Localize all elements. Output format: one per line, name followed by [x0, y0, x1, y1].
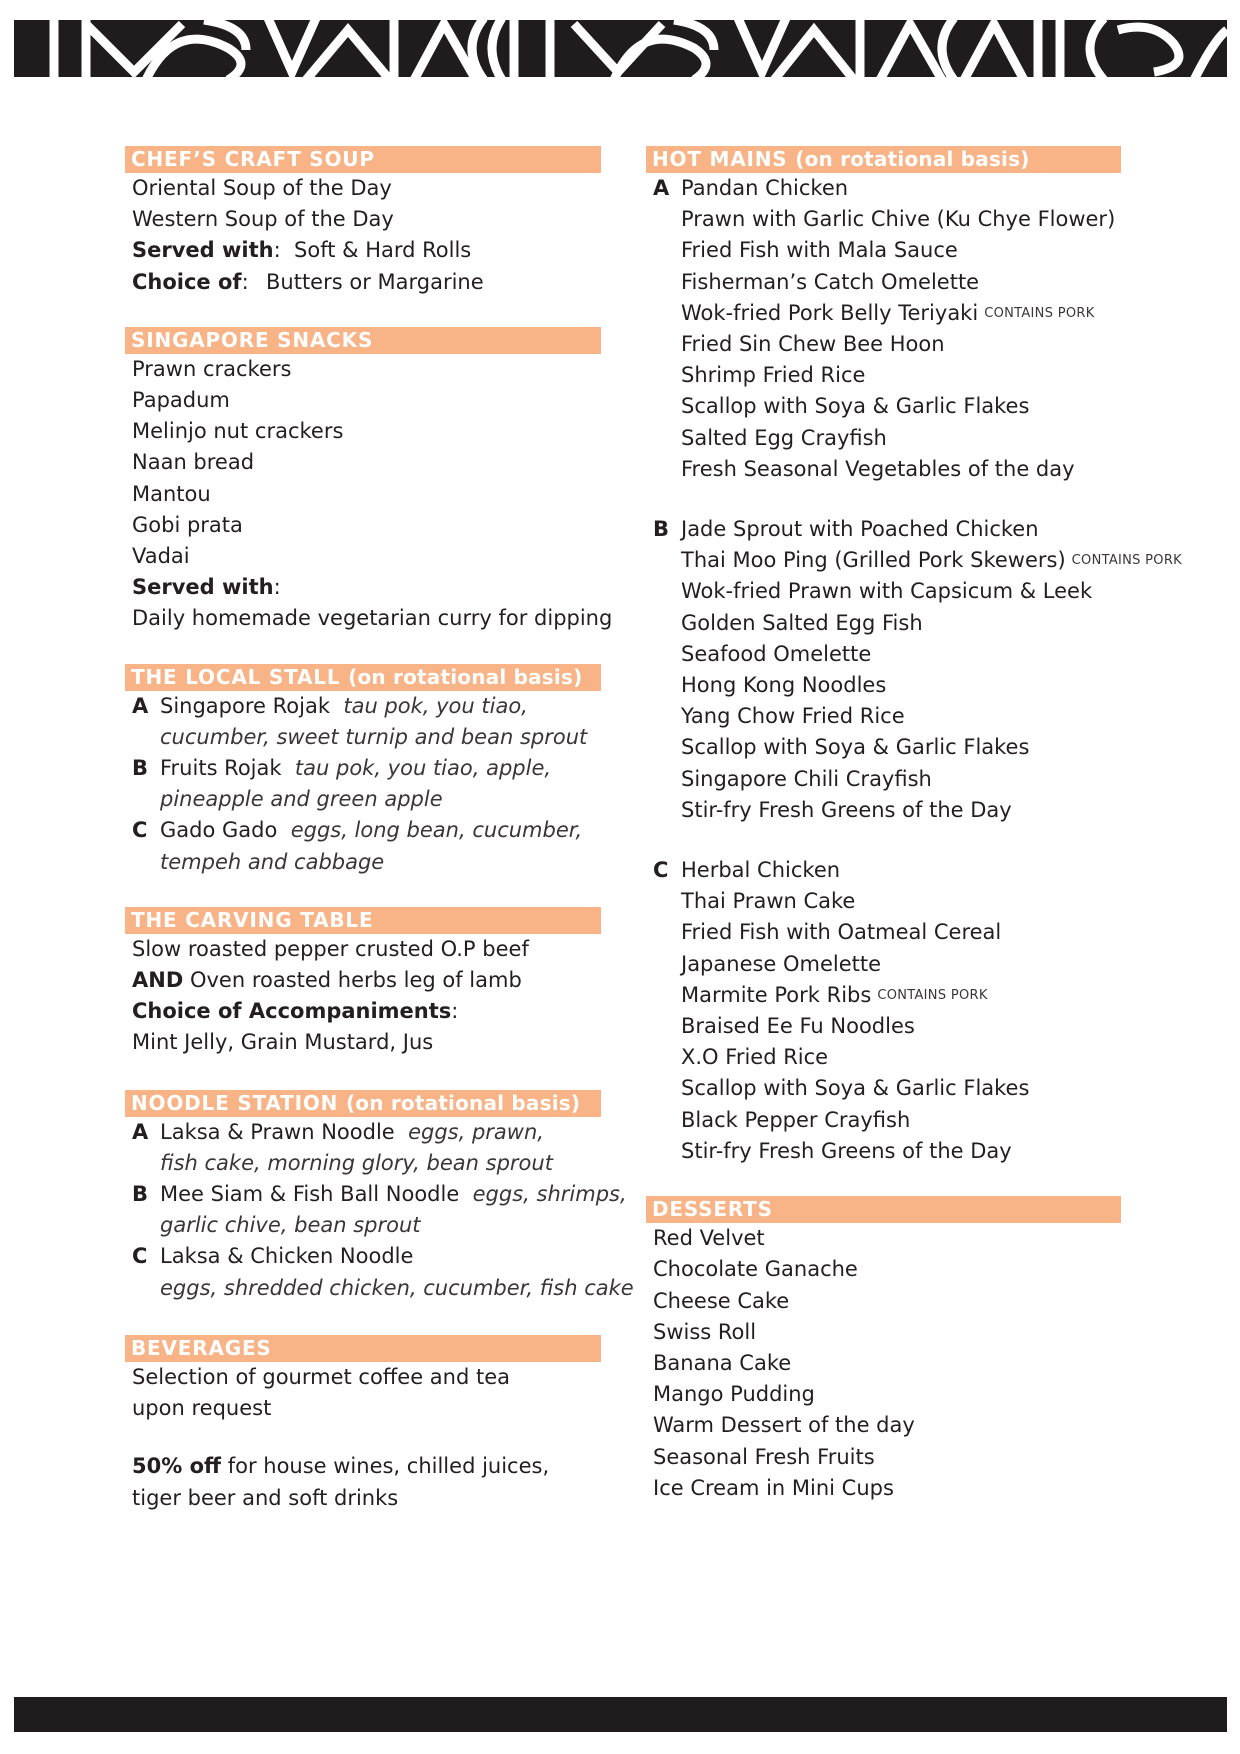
heading-subtitle: (on rotational basis): [348, 664, 583, 689]
menu-item: Golden Salted Egg Fish: [681, 610, 923, 635]
menu-item: Scallop with Soya & Garlic Flakes: [681, 735, 1030, 760]
menu-item: Shrimp Fried Rice: [681, 363, 866, 388]
desserts-heading: DESSERTS: [646, 1196, 1121, 1223]
left-column: [125, 146, 634, 1514]
item-description: tempeh and cabbage: [160, 849, 385, 874]
item-name: Gado Gado: [160, 818, 278, 843]
decorative-banner: [14, 20, 1227, 77]
offer-line: [126, 1451, 601, 1482]
served-with-value: Soft & Hard Rolls: [294, 238, 472, 263]
menu-item: Stir-fry Fresh Greens of the Day: [681, 1138, 1012, 1163]
menu-item: Banana Cake: [653, 1350, 792, 1375]
menu-item: Red Velvet: [653, 1226, 765, 1251]
menu-item: Vadai: [132, 544, 190, 569]
choice-of-value: Butters or Margarine: [266, 269, 484, 294]
soup-heading: CHEF’S CRAFT SOUP: [125, 146, 601, 173]
choice-of-label: Choice of: [132, 269, 242, 294]
menu-item: Mantou: [132, 481, 211, 506]
local-stall-section: [125, 664, 601, 878]
item-name: Fruits Rojak: [160, 756, 282, 781]
menu-item: [126, 815, 601, 846]
item-description: garlic chive, bean sprout: [160, 1213, 421, 1238]
option-letter: A: [132, 1119, 149, 1144]
menu-item: Fisherman’s Catch Omelette: [681, 269, 980, 294]
noodle-heading: [125, 1090, 601, 1117]
option-letter: C: [653, 858, 669, 883]
menu-item: Prawn with Garlic Chive (Ku Chye Flower): [681, 207, 1116, 232]
menu-item: Fried Sin Chew Bee Hoon: [681, 332, 945, 357]
menu-item: [647, 855, 1121, 886]
menu-item: Wok-fried Prawn with Capsicum & Leek: [681, 579, 1093, 604]
item-description: eggs, prawn,: [408, 1119, 544, 1144]
menu-item: Naan bread: [132, 450, 255, 475]
option-letter: B: [132, 756, 149, 781]
beverages-section: [125, 1335, 601, 1514]
served-with-value: Daily homemade vegetarian curry for dipping: [132, 606, 613, 631]
menu-item: Braised Ee Fu Noodles: [681, 1014, 915, 1039]
offer-line: tiger beer and soft drinks: [132, 1485, 399, 1510]
local-stall-heading: [125, 664, 601, 691]
menu-item: Swiss Roll: [653, 1319, 757, 1344]
menu-item: Black Pepper Crayfish: [681, 1107, 911, 1132]
menu-item: Oriental Soup of the Day: [132, 176, 392, 200]
menu-item: Mango Pudding: [653, 1382, 815, 1407]
menu-item: [647, 298, 1121, 329]
beverage-line: upon request: [132, 1396, 272, 1421]
heading-subtitle: (on rotational basis): [795, 147, 1030, 171]
accompaniments-label: Choice of Accompaniments: [132, 999, 452, 1024]
carving-heading: THE CARVING TABLE: [125, 907, 601, 934]
item-name: Singapore Rojak: [160, 693, 330, 718]
item-name: Jade Sprout with Poached Chicken: [681, 517, 1039, 542]
option-letter: B: [653, 517, 670, 542]
item-name: Herbal Chicken: [681, 858, 841, 883]
menu-item: Chocolate Ganache: [653, 1257, 858, 1282]
menu-item: Prawn crackers: [132, 356, 292, 381]
snacks-section: [125, 327, 613, 635]
menu-item: Warm Dessert of the day: [653, 1413, 915, 1438]
menu-item: Japanese Omelette: [681, 951, 882, 976]
item-name: Laksa & Prawn Noodle: [160, 1119, 395, 1144]
contains-pork-label: CONTAINS PORK: [984, 305, 1095, 321]
menu-item: Slow roasted pepper crusted O.P beef: [132, 936, 529, 961]
offer-discount: 50% off: [132, 1454, 222, 1479]
right-column: [646, 146, 1182, 1504]
item-description: eggs, long bean, cucumber,: [290, 818, 583, 843]
item-description: fish cake, morning glory, bean sprout: [160, 1150, 553, 1175]
desserts-section: [646, 1196, 1121, 1504]
item-name: Wok-fried Pork Belly Teriyaki: [681, 300, 979, 325]
menu-item: [126, 965, 601, 996]
menu-item: [126, 753, 601, 784]
menu-item: X.O Fried Rice: [681, 1045, 829, 1070]
option-letter: C: [132, 1244, 148, 1269]
menu-item: Scallop with Soya & Garlic Flakes: [681, 394, 1030, 419]
offer-text: for house wines, chilled juices,: [227, 1454, 550, 1479]
menu-item: Stir-fry Fresh Greens of the Day: [681, 797, 1012, 822]
heading-title: HOT MAINS: [652, 147, 788, 171]
menu-item: Yang Chow Fried Rice: [681, 704, 905, 729]
served-with-line: Served with:: [132, 575, 281, 600]
menu-item: [647, 514, 1121, 545]
served-with-line: Served with: Soft & Hard Rolls: [132, 238, 472, 263]
menu-item: Gobi prata: [132, 512, 243, 537]
accompaniments-line: Choice of Accompaniments:: [132, 999, 459, 1024]
menu-item: [126, 1117, 601, 1148]
soup-section: [125, 146, 601, 298]
hot-mains-heading: [646, 146, 1121, 173]
option-letter: A: [132, 693, 149, 718]
menu-item: Singapore Chili Crayfish: [681, 766, 932, 791]
and-label: AND: [132, 968, 184, 993]
menu-item: Western Soup of the Day: [132, 207, 394, 232]
item-name: Mee Siam & Fish Ball Noodle: [160, 1182, 460, 1207]
beverage-line: Selection of gourmet coffee and tea: [132, 1364, 510, 1389]
choice-of-line: Choice of: Butters or Margarine: [132, 269, 484, 294]
menu-item: Thai Prawn Cake: [681, 889, 856, 914]
served-with-label: Served with: [132, 575, 274, 600]
menu-item: Papadum: [132, 388, 230, 413]
menu-item: [126, 1179, 627, 1210]
menu-item: Seasonal Fresh Fruits: [653, 1444, 875, 1469]
snacks-heading: SINGAPORE SNACKS: [125, 327, 601, 354]
footer-bar: [14, 1697, 1227, 1732]
menu-item: Melinjo nut crackers: [132, 419, 344, 444]
item-name: Thai Moo Ping (Grilled Pork Skewers): [681, 548, 1066, 573]
menu-item: Fried Fish with Mala Sauce: [681, 238, 958, 263]
noodle-section: [125, 1090, 634, 1304]
menu-item: [647, 173, 1121, 204]
option-letter: A: [653, 176, 670, 200]
item-description: eggs, shredded chicken, cucumber, fish cake: [160, 1275, 634, 1300]
item-name: Marmite Pork Ribs: [681, 982, 872, 1007]
accompaniments-value: Mint Jelly, Grain Mustard, Jus: [132, 1030, 434, 1055]
option-letter: C: [132, 818, 148, 843]
menu-item: Cheese Cake: [653, 1288, 790, 1313]
menu-item: Scallop with Soya & Garlic Flakes: [681, 1076, 1030, 1101]
menu-item: [647, 980, 1121, 1011]
menu-item: Salted Egg Crayfish: [681, 425, 887, 450]
item-name: Pandan Chicken: [681, 176, 849, 200]
menu-item: [126, 1241, 601, 1272]
heading-title: THE LOCAL STALL: [131, 664, 341, 689]
menu-item: [126, 691, 601, 722]
heading-subtitle: (on rotational basis): [345, 1090, 581, 1115]
item-name: Oven roasted herbs leg of lamb: [189, 968, 522, 993]
item-description: tau pok, you tiao,: [343, 693, 528, 718]
hot-mains-section: [646, 146, 1182, 1167]
menu-item: Seafood Omelette: [681, 641, 872, 666]
item-description: pineapple and green apple: [160, 787, 443, 812]
beverages-heading: BEVERAGES: [125, 1335, 601, 1362]
banner-pattern-graphic: [14, 20, 1227, 77]
menu-item: Fried Fish with Oatmeal Cereal: [681, 920, 1002, 945]
menu-item: Fresh Seasonal Vegetables of the day: [681, 456, 1075, 481]
served-with-label: Served with: [132, 238, 274, 263]
heading-title: NOODLE STATION: [131, 1090, 339, 1115]
contains-pork-label: CONTAINS PORK: [1071, 553, 1182, 569]
item-description: cucumber, sweet turnip and bean sprout: [160, 724, 588, 749]
item-description: tau pok, you tiao, apple,: [294, 756, 552, 781]
menu-item: Ice Cream in Mini Cups: [653, 1475, 894, 1500]
menu-item: [647, 545, 1182, 576]
option-letter: B: [132, 1182, 149, 1207]
carving-section: [125, 907, 601, 1059]
item-name: Laksa & Chicken Noodle: [160, 1244, 414, 1269]
item-description: eggs, shrimps,: [472, 1182, 627, 1207]
menu-item: Hong Kong Noodles: [681, 673, 887, 698]
contains-pork-label: CONTAINS PORK: [877, 987, 988, 1003]
